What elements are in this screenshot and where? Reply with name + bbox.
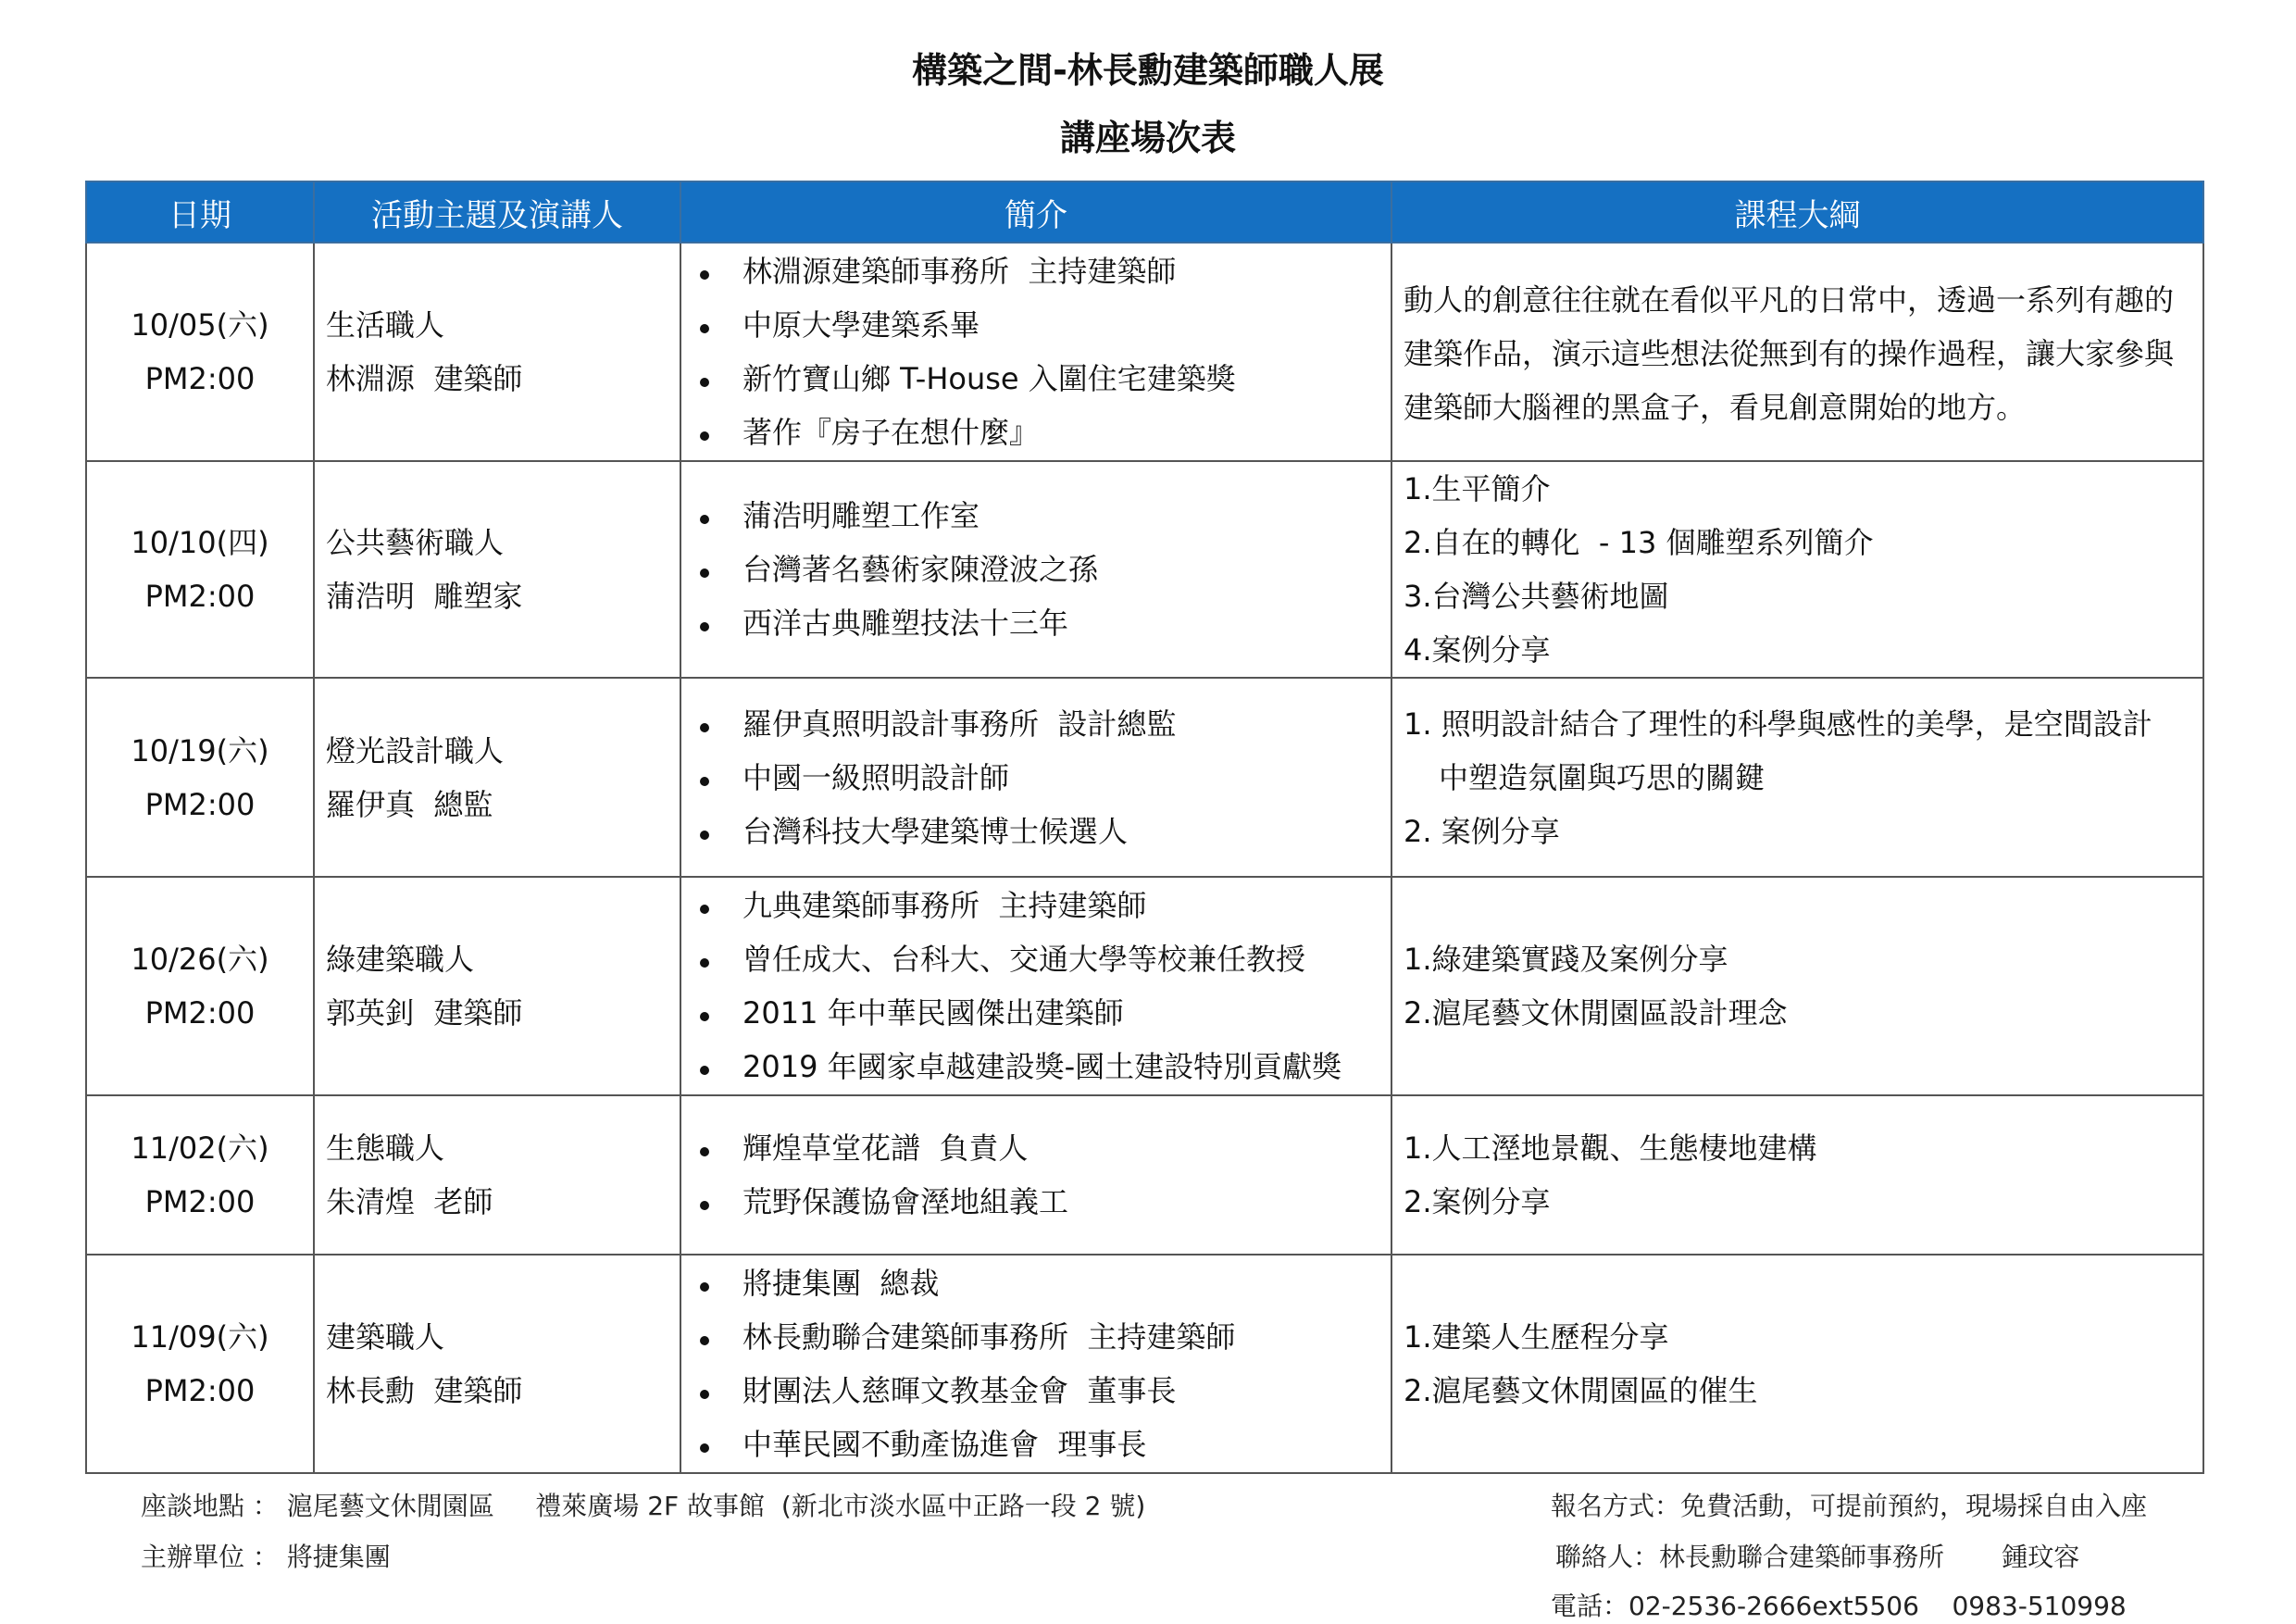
intro-cell: [680, 1255, 1391, 1473]
session-time: PM2:00: [144, 1373, 256, 1408]
outline-item: 2.自在的轉化 - 13 個雕塑系列簡介: [1404, 525, 1874, 560]
list-item: 中國一級照明設計師: [694, 751, 1390, 805]
outline-cell: [1391, 243, 2203, 461]
intro-cell: [680, 877, 1391, 1095]
session-time: PM2:00: [144, 579, 256, 614]
footer-organizer: 主辦單位 ： 將捷集團: [141, 1542, 391, 1572]
outline-item: 2.案例分享: [1404, 1184, 1551, 1219]
session-speaker: 蒲浩明 雕塑家: [326, 579, 523, 614]
outline-cell: [1391, 877, 2203, 1095]
footer-phone: 電話：02-2536-2666ext5506 0983-510998: [1551, 1591, 2127, 1621]
session-speaker: 林淵源 建築師: [326, 361, 523, 396]
intro-cell: [680, 1095, 1391, 1255]
table-row: [86, 678, 2203, 877]
session-time: PM2:00: [144, 786, 256, 822]
header-theme-speaker: 活動主題及演講人: [314, 181, 680, 243]
outline-paragraph: 動人的創意往往就在看似平凡的日常中，透過一系列有趣的建築作品，演示這些想法從無到有的操作過程，讓大家參與建築師大腦裡的黑盒子，看見創意開始的地方。: [1404, 282, 2175, 425]
outline-item: 1.人工溼地景觀、生態棲地建構: [1404, 1131, 1817, 1166]
list-item: 中華民國不動產協進會 理事長: [694, 1418, 1390, 1471]
intro-list: [694, 697, 1390, 858]
table-row: [86, 1255, 2203, 1473]
session-speaker: 林長勳 建築師: [326, 1373, 523, 1408]
theme-cell: [314, 1095, 680, 1255]
outline-cell: [1391, 678, 2203, 877]
session-date: 10/19(六): [131, 732, 269, 768]
outline-item: 3.台灣公共藝術地圖: [1404, 579, 1669, 614]
intro-cell: [680, 678, 1391, 877]
session-theme: 綠建築職人: [326, 942, 475, 977]
session-speaker: 朱清煌 老師: [326, 1184, 493, 1219]
footer-venue: 座談地點 ： 滬尾藝文休閒園區 禮萊廣場 2F 故事館 (新北市淡水區中正路一段 2 號): [141, 1491, 1146, 1521]
session-theme: 燈光設計職人: [326, 732, 505, 768]
outline-item: 1.建築人生歷程分享: [1404, 1319, 1669, 1355]
session-date: 11/02(六): [131, 1131, 269, 1166]
theme-cell: [314, 461, 680, 678]
session-date: 10/10(四): [131, 525, 269, 560]
list-item: 林淵源建築師事務所 主持建築師: [694, 244, 1390, 298]
list-item: 2011 年中華民國傑出建築師: [694, 986, 1390, 1040]
list-item: 將捷集團 總裁: [694, 1256, 1390, 1310]
outline-item: 2. 案例分享: [1404, 813, 1560, 849]
session-date: 10/05(六): [131, 307, 269, 343]
session-speaker: 郭英釗 建築師: [326, 995, 523, 1031]
session-theme: 生態職人: [326, 1131, 445, 1166]
session-date: 11/09(六): [131, 1319, 269, 1355]
header-outline: 課程大綱: [1391, 181, 2203, 243]
date-cell: [86, 1095, 314, 1255]
footer-registration: 報名方式：免費活動，可提前預約，現場採自由入座: [1551, 1491, 2148, 1521]
list-item: 中原大學建築系畢: [694, 298, 1390, 352]
table-row: [86, 243, 2203, 461]
intro-list: [694, 1121, 1390, 1229]
intro-cell: [680, 243, 1391, 461]
session-time: PM2:00: [144, 995, 256, 1031]
theme-cell: [314, 243, 680, 461]
table-header-row: [86, 181, 2203, 243]
list-item: 台灣科技大學建築博士候選人: [694, 805, 1390, 858]
list-item: 九典建築師事務所 主持建築師: [694, 879, 1390, 932]
outline-item: 中塑造氛圍與巧思的關鍵: [1439, 759, 1766, 795]
outline-cell: [1391, 1255, 2203, 1473]
outline-cell: [1391, 1095, 2203, 1255]
list-item: 林長勳聯合建築師事務所 主持建築師: [694, 1310, 1390, 1364]
session-theme: 生活職人: [326, 307, 445, 343]
list-item: 2019 年國家卓越建設獎-國土建設特別貢獻獎: [694, 1040, 1390, 1093]
outline-item: 1. 照明設計結合了理性的科學與感性的美學，是空間設計: [1404, 706, 2152, 742]
table-row: [86, 1095, 2203, 1255]
session-time: PM2:00: [144, 1184, 256, 1219]
list-item: 財團法人慈暉文教基金會 董事長: [694, 1364, 1390, 1418]
outline-item: 1.生平簡介: [1404, 471, 1551, 506]
outline-item: 2.滬尾藝文休閒園區設計理念: [1404, 995, 1788, 1031]
table-row: [86, 461, 2203, 678]
list-item: 新竹寶山鄉 T-House 入圍住宅建築獎: [694, 352, 1390, 406]
list-item: 著作『房子在想什麼』: [694, 406, 1390, 459]
date-cell: [86, 877, 314, 1095]
list-item: 曾任成大、台科大、交通大學等校兼任教授: [694, 932, 1390, 986]
intro-list: [694, 879, 1390, 1093]
outline-cell: [1391, 461, 2203, 678]
date-cell: [86, 461, 314, 678]
header-intro: 簡介: [680, 181, 1391, 243]
intro-list: [694, 489, 1390, 650]
session-theme: 公共藝術職人: [326, 525, 505, 560]
outline-item: 1.綠建築實踐及案例分享: [1404, 942, 1728, 977]
list-item: 荒野保護協會溼地組義工: [694, 1175, 1390, 1229]
list-item: 羅伊真照明設計事務所 設計總監: [694, 697, 1390, 751]
theme-cell: [314, 1255, 680, 1473]
table-row: [86, 877, 2203, 1095]
intro-list: [694, 244, 1390, 459]
list-item: 台灣著名藝術家陳澄波之孫: [694, 543, 1390, 596]
session-theme: 建築職人: [326, 1319, 445, 1355]
session-time: PM2:00: [144, 361, 256, 396]
schedule-table: [85, 181, 2204, 1474]
session-speaker: 羅伊真 總監: [326, 786, 493, 822]
document-title: 構築之間-林長勳建築師職人展: [912, 50, 1384, 91]
list-item: 西洋古典雕塑技法十三年: [694, 596, 1390, 650]
header-date: 日期: [86, 181, 314, 243]
theme-cell: [314, 877, 680, 1095]
list-item: 蒲浩明雕塑工作室: [694, 489, 1390, 543]
date-cell: [86, 243, 314, 461]
list-item: 輝煌草堂花譜 負責人: [694, 1121, 1390, 1175]
date-cell: [86, 1255, 314, 1473]
session-date: 10/26(六): [131, 942, 269, 977]
intro-list: [694, 1256, 1390, 1471]
theme-cell: [314, 678, 680, 877]
document-subtitle: 講座場次表: [1059, 118, 1236, 158]
outline-item: 2.滬尾藝文休閒園區的催生: [1404, 1373, 1758, 1408]
date-cell: [86, 678, 314, 877]
outline-item: 4.案例分享: [1404, 632, 1551, 668]
footer-contact: 聯絡人：林長勳聯合建築師事務所 鍾玟容: [1555, 1542, 2080, 1572]
intro-cell: [680, 461, 1391, 678]
